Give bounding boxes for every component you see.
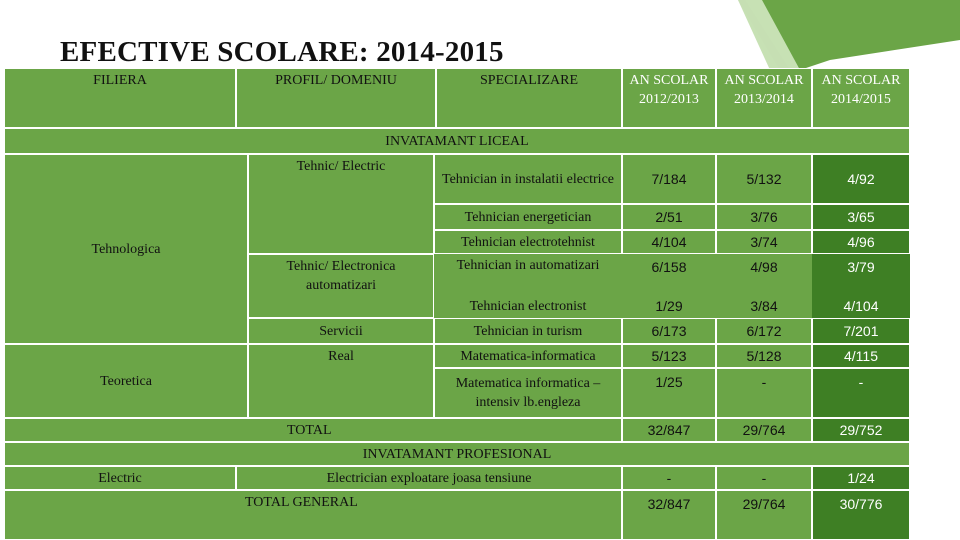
value-cell [716, 294, 812, 318]
spec-cell [434, 254, 622, 294]
profil-electric-label: Tehnic/ Electric [296, 159, 386, 174]
value-cell [716, 466, 812, 490]
total-2012: 32/847 [647, 421, 691, 438]
profil-electric [248, 154, 434, 254]
value-cell [812, 344, 910, 368]
spec-label: Tehnician in turism [473, 323, 583, 339]
filiera-teoretica-label: Teoretica [100, 373, 152, 389]
profil-electronica [248, 254, 434, 318]
value-cell [622, 294, 716, 318]
value-cell [622, 204, 716, 230]
value-2014: 4/104 [843, 297, 879, 314]
value-cell [716, 204, 812, 230]
section-liceal [4, 128, 910, 154]
profil-real-label: Real [328, 349, 354, 364]
profil-servicii-label: Servicii [319, 323, 363, 339]
value-cell [716, 368, 812, 418]
page-title: EFECTIVE SCOLARE: 2014-2015 [60, 36, 504, 68]
value-cell [812, 154, 910, 204]
header-an-2013 [716, 68, 812, 128]
spec-cell [434, 230, 622, 254]
value-2014: 4/115 [844, 347, 878, 364]
value-2012: 1/25 [655, 374, 683, 390]
value-cell [622, 230, 716, 254]
spec-label: Tehnician in instalatii electrice [442, 171, 614, 187]
value-cell [622, 466, 716, 490]
value-cell [812, 294, 910, 318]
value-2012: 2/51 [655, 208, 683, 225]
value-2012: 6/158 [651, 259, 687, 275]
header-filiera [4, 68, 236, 128]
header-an-2012 [622, 68, 716, 128]
spec-cell [434, 344, 622, 368]
value-2013: 3/84 [750, 297, 778, 314]
value-cell [716, 254, 812, 294]
spec-cell [434, 204, 622, 230]
value-cell [812, 490, 910, 540]
value-2014: - [858, 374, 864, 390]
spec-label: Tehnician electrotehnist [461, 234, 595, 250]
filiera-electric [4, 466, 236, 490]
total-general-2013: 29/764 [742, 496, 786, 512]
total-2013: 29/764 [742, 421, 786, 438]
value-2014: 1/24 [847, 469, 875, 486]
filiera-electric-label: Electric [98, 470, 142, 486]
value-2012: - [666, 469, 672, 486]
header-an-2013-label: AN SCOLAR 2013/2014 [724, 73, 804, 107]
value-cell [716, 418, 812, 442]
header-profil [236, 68, 436, 128]
value-2013: - [761, 469, 767, 486]
profil-real [248, 344, 434, 418]
value-cell [622, 418, 716, 442]
value-2012: 6/173 [651, 322, 687, 339]
total-label: TOTAL [287, 422, 332, 438]
spec-label: Tehnician in automatizari [456, 258, 600, 273]
spec-label: Matematica informatica –intensiv lb.engleza [455, 376, 601, 410]
value-cell [622, 254, 716, 294]
section-profesional-label: INVATAMANT PROFESIONAL [362, 446, 552, 462]
spec-cell [434, 294, 622, 318]
profil-servicii [248, 318, 434, 344]
value-cell [812, 318, 910, 344]
value-2014: 3/79 [847, 259, 875, 275]
spec-cell [434, 368, 622, 418]
value-2013: - [761, 374, 767, 390]
value-2012: 4/104 [651, 233, 687, 250]
total-general-2014: 30/776 [839, 496, 883, 512]
total-general-label-cell [4, 490, 622, 540]
section-liceal-label: INVATAMANT LICEAL [385, 133, 529, 149]
value-2012: 7/184 [651, 170, 687, 187]
value-2013: 4/98 [750, 259, 778, 275]
value-cell [812, 418, 910, 442]
value-cell [716, 344, 812, 368]
value-2014: 4/92 [847, 170, 875, 187]
value-cell [622, 154, 716, 204]
spec-cell [434, 318, 622, 344]
value-cell [622, 490, 716, 540]
value-cell [716, 154, 812, 204]
spec-cell [434, 154, 622, 204]
total-label-cell [4, 418, 622, 442]
value-2014: 3/65 [847, 208, 875, 225]
header-an-2014-label: AN SCOLAR 2014/2015 [821, 73, 901, 107]
value-cell [622, 344, 716, 368]
spec-label: Electrician exploatare joasa tensiune [326, 470, 532, 486]
value-cell [812, 254, 910, 294]
filiera-tehnologica [4, 154, 248, 344]
header-specializare-label: SPECIALIZARE [480, 73, 578, 88]
spec-label: Matematica-informatica [460, 348, 596, 364]
filiera-teoretica [4, 344, 248, 418]
header-specializare [436, 68, 622, 128]
header-filiera-label: FILIERA [93, 73, 147, 88]
value-cell [812, 466, 910, 490]
header-an-2014 [812, 68, 910, 128]
total-general-2012: 32/847 [647, 496, 691, 512]
header-profil-label: PROFIL/ DOMENIU [275, 73, 397, 88]
spec-label: Tehnician electronist [469, 298, 587, 314]
value-cell [716, 490, 812, 540]
header-an-2012-label: AN SCOLAR 2012/2013 [629, 73, 709, 107]
spec-label: Tehnician energetician [464, 209, 592, 225]
value-cell [812, 230, 910, 254]
value-cell [812, 368, 910, 418]
total-general-label: TOTAL GENERAL [245, 495, 358, 510]
value-2014: 7/201 [843, 322, 879, 339]
value-cell [622, 368, 716, 418]
value-cell [812, 204, 910, 230]
value-2013: 3/76 [750, 208, 778, 225]
value-2013: 5/132 [746, 170, 782, 187]
value-2014: 4/96 [847, 233, 875, 250]
value-2012: 5/123 [651, 347, 687, 364]
profil-electronica-label: Tehnic/ Electronica automatizari [286, 259, 396, 293]
filiera-tehnologica-label: Tehnologica [91, 241, 161, 257]
value-2012: 1/29 [655, 297, 683, 314]
total-2014: 29/752 [839, 421, 883, 438]
value-2013: 5/128 [746, 347, 782, 364]
section-profesional [4, 442, 910, 466]
value-cell [716, 230, 812, 254]
value-cell [716, 318, 812, 344]
spec-cell [236, 466, 622, 490]
value-2013: 6/172 [746, 322, 782, 339]
value-2013: 3/74 [750, 233, 778, 250]
value-cell [622, 318, 716, 344]
